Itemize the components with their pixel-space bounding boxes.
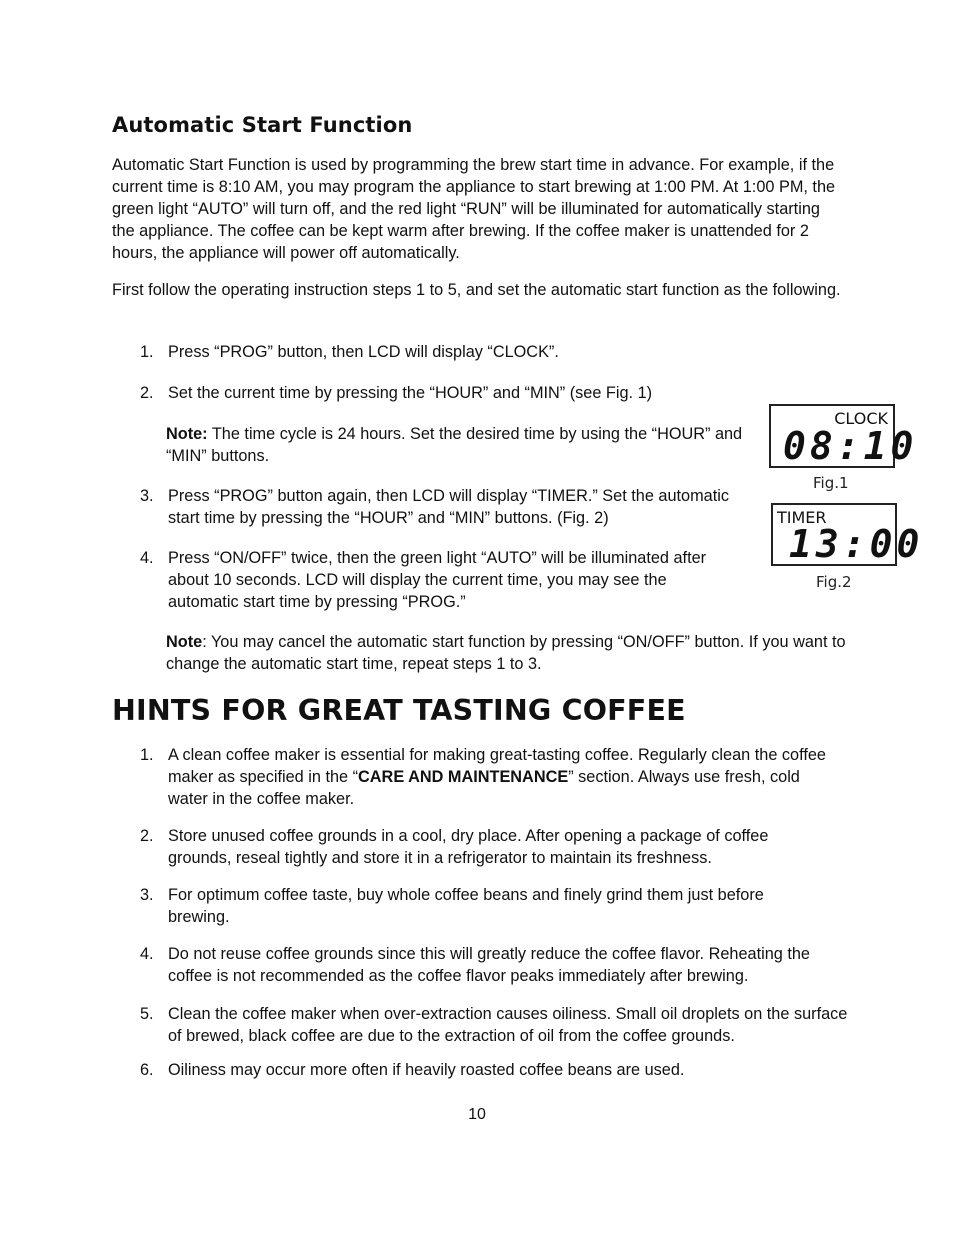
intro-paragraph: Automatic Start Function is used by programming the brew start time in advance. For example, if the current time is 8:10 AM, you may program the appliance to start brewing at 1:00 PM. At 1:00 PM, the green light “AUTO” will turn off, and the red light “RUN” will be illuminated for automatically starting the appliance. The coffee can be kept warm after brewing. If the coffee maker is unattended for 2 hours, the appliance will power off automatically.	[112, 156, 836, 262]
note-text: : You may cancel the automatic start function by pressing “ON/OFF” button. If you want to change the automatic start time, repeat steps 1 to 3.	[166, 633, 846, 673]
lcd-timer-label: TIMER	[777, 508, 827, 527]
page-number: 10	[468, 1106, 486, 1123]
step-text: Press “PROG” button again, then LCD will display “TIMER.” Set the automatic start time by pressing the “HOUR” and “MIN” buttons. (Fig. 2)	[168, 487, 730, 527]
hint-number: 5.	[140, 1005, 154, 1023]
note-label: Note	[166, 633, 203, 651]
note-time-cycle	[166, 423, 744, 467]
hint-text: Clean the coffee maker when over-extraction causes oiliness. Small oil droplets on the surface of brewed, black coffee are due to the extraction of oil from the coffee grounds.	[168, 1005, 848, 1045]
hint-number: 3.	[140, 886, 154, 904]
section-heading: Automatic Start Function	[112, 113, 413, 137]
hints-heading: HINTS FOR GREAT TASTING COFFEE	[112, 694, 686, 727]
care-maintenance-ref: CARE AND MAINTENANCE	[358, 768, 569, 786]
figure-caption: Fig.2	[816, 573, 852, 591]
hint-text: Do not reuse coffee grounds since this will greatly reduce the coffee flavor. Reheating the coffee is not recommended as the coffee flavor peaks immediately after brewing.	[168, 945, 810, 985]
hint-number: 6.	[140, 1061, 154, 1079]
lead-paragraph: First follow the operating instruction steps 1 to 5, and set the automatic start function as the following.	[112, 281, 841, 299]
hint-text-part: ” section. Always use fresh, cold water in the coffee maker.	[168, 768, 800, 808]
hint-text: Store unused coffee grounds in a cool, dry place. After opening a package of coffee grounds, reseal tightly and store it in a refrigerator to maintain its freshness.	[168, 827, 769, 867]
lcd-clock-label: CLOCK	[834, 409, 888, 428]
step-text: Press “ON/OFF” twice, then the green light “AUTO” will be illuminated after about 10 seconds. LCD will display the current time, you may see the automatic start time by pressing “PROG.”	[168, 549, 707, 611]
step-text: Press “PROG” button, then LCD will display “CLOCK”.	[168, 343, 559, 361]
lcd-clock-figure	[769, 404, 918, 468]
step-number: 1.	[140, 343, 154, 361]
note-cancel	[166, 631, 846, 675]
lcd-timer-figure	[771, 503, 924, 566]
note-text: The time cycle is 24 hours. Set the desired time by using the “HOUR” and “MIN” buttons.	[166, 425, 743, 465]
lcd-timer-digits: 13:00	[789, 522, 924, 566]
hint-number: 1.	[140, 746, 154, 764]
hint-text: Oiliness may occur more often if heavily roasted coffee beans are used.	[168, 1061, 685, 1079]
note-label: Note:	[166, 425, 208, 443]
step-text: Set the current time by pressing the “HOUR” and “MIN” (see Fig. 1)	[168, 384, 653, 402]
hint-text-part: A clean coffee maker is essential for making great-tasting coffee. Regularly clean the coffee maker as specified in the “	[168, 746, 826, 786]
hint-number: 4.	[140, 945, 154, 963]
lcd-clock-digits: 08:10	[783, 424, 918, 468]
step-number: 3.	[140, 487, 154, 505]
hint-text: For optimum coffee taste, buy whole coffee beans and finely grind them just before brewing.	[168, 886, 764, 926]
hint-text	[168, 744, 840, 810]
step-number: 4.	[140, 549, 154, 567]
hint-number: 2.	[140, 827, 154, 845]
figure-caption: Fig.1	[813, 474, 849, 492]
step-number: 2.	[140, 384, 154, 402]
